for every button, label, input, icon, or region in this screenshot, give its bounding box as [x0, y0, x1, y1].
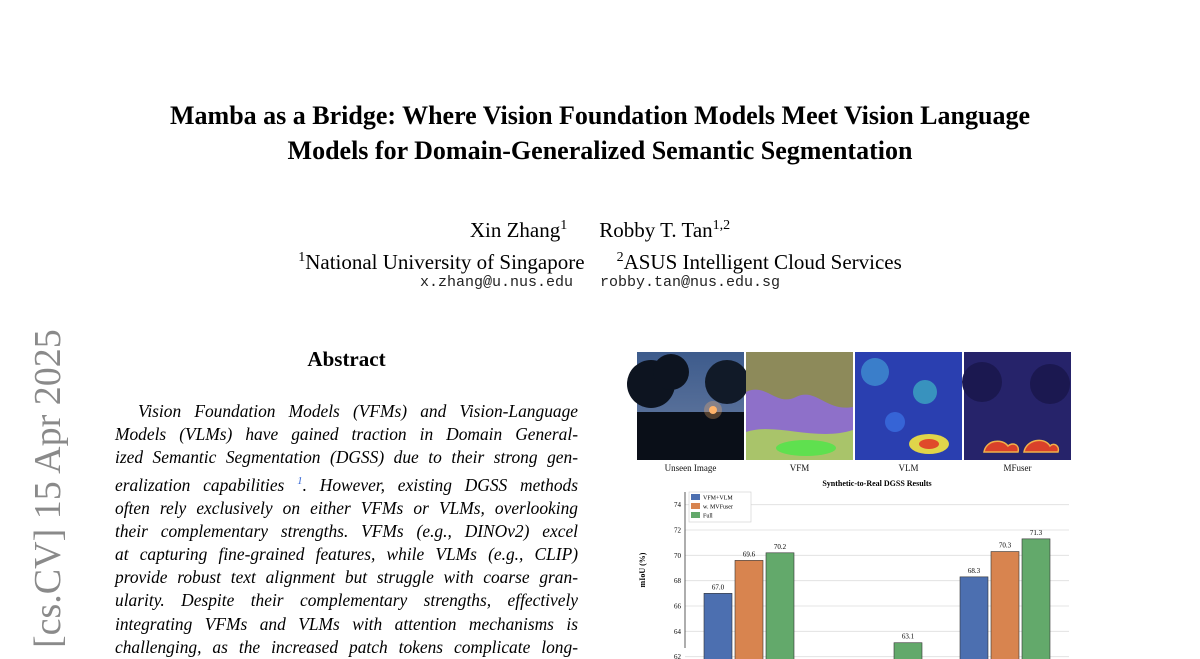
- arxiv-id-text: [cs.CV] 15 Apr 2025: [27, 329, 69, 648]
- unseen-image-label: Unseen Image: [664, 463, 717, 473]
- email-2[interactable]: robby.tan@nus.edu.sg: [600, 274, 781, 291]
- abstract-line: challenging, as the increased patch tokens complicate long-: [115, 636, 578, 657]
- footnote-link[interactable]: 1: [297, 474, 303, 487]
- unseen-image-panel: [637, 352, 744, 460]
- title-line-2: Models for Domain-Generalized Semantic Segmentation: [287, 136, 913, 165]
- mfuser-label: MFuser: [1003, 463, 1032, 473]
- teaser-figure: [637, 352, 1073, 659]
- vlm-panel: [855, 352, 962, 460]
- author-2: Robby T. Tan$^{1,2}$: [599, 218, 731, 242]
- bar-value-label: 67.0: [711, 583, 725, 592]
- legend-label: Full: [703, 513, 713, 520]
- abstract-line: at capturing fine-grained features, while VLMs (e.g., CLIP): [115, 544, 578, 565]
- abstract-line-with-footnote: eralization capabilities $^1$. However, existing DGSS methods: [115, 474, 578, 495]
- abstract-body: [115, 400, 578, 659]
- author-1: Xin Zhang$^1$: [469, 218, 568, 242]
- mfuser-panel: [964, 352, 1071, 460]
- y-tick-label: 70: [674, 551, 681, 560]
- bar: [1022, 539, 1050, 659]
- affiliation-1: $^1$National University of Singapore: [298, 250, 585, 274]
- bar-value-label: 71.3: [1029, 528, 1043, 537]
- abstract-line: ularity. Despite their complementary strengths, effectively: [115, 590, 578, 611]
- bar-value-label: 63.1: [901, 632, 915, 641]
- abstract-line: often rely exclusively on either VFMs or VLMs, overlooking: [115, 497, 578, 518]
- bar: [991, 552, 1019, 659]
- legend-label: VFM+VLM: [703, 495, 733, 502]
- abstract-line: Vision Foundation Models (VFMs) and Vision-Language: [138, 401, 578, 421]
- y-tick-label: 68: [674, 577, 681, 586]
- y-tick-label: 64: [674, 627, 681, 636]
- bar-value-label: 68.3: [967, 566, 981, 575]
- bar: [894, 643, 922, 659]
- paper-title: [0, 98, 1200, 168]
- affiliation-2: $^2$ASUS Intelligent Cloud Services: [616, 250, 902, 274]
- legend-swatch: [691, 494, 700, 500]
- bar: [704, 593, 732, 659]
- vfm-label: VFM: [789, 463, 810, 473]
- y-tick-label: 74: [674, 501, 681, 510]
- affiliations: [0, 244, 1200, 276]
- vfm-panel: [746, 352, 853, 460]
- abstract-line: ized Semantic Segmentation (DGSS) due to their strong gen-: [115, 447, 578, 468]
- y-tick-label: 62: [674, 653, 681, 659]
- legend-swatch: [691, 503, 700, 509]
- abstract-line: integrating VFMs and VLMs with attention mechanisms is: [115, 613, 578, 634]
- chart-title: Synthetic-to-Real DGSS Results: [822, 479, 932, 488]
- email-1[interactable]: x.zhang@u.nus.edu: [419, 274, 573, 291]
- legend-label: w. MVFuser: [703, 504, 733, 511]
- abstract-line: their complementary strengths. VFMs (e.g., DINOv2) excel: [115, 520, 578, 541]
- title-line-1: Mamba as a Bridge: Where Vision Foundation Models Meet Vision Language: [170, 101, 1030, 130]
- bar-value-label: 70.2: [773, 542, 787, 551]
- author-block: [0, 212, 1200, 276]
- y-axis-label: mIoU (%): [638, 552, 647, 588]
- abstract-line: provide robust text alignment but struggle with coarse gran-: [115, 567, 578, 588]
- author-names: [0, 212, 1200, 244]
- bar: [960, 577, 988, 659]
- bar-value-label: 70.3: [998, 541, 1012, 550]
- arxiv-identifier: [28, 300, 72, 648]
- abstract-line: Models (VLMs) have gained traction in Domain General-: [115, 424, 578, 445]
- bar-value-label: 69.6: [742, 550, 756, 559]
- vlm-label: VLM: [898, 463, 919, 473]
- bar: [766, 553, 794, 659]
- abstract-heading: Abstract: [307, 347, 386, 371]
- dgss-bar-chart: [637, 476, 1073, 659]
- legend-swatch: [691, 512, 700, 518]
- bar: [735, 560, 763, 659]
- author-emails: [0, 274, 1200, 291]
- y-tick-label: 66: [674, 602, 681, 611]
- y-tick-label: 72: [674, 526, 681, 535]
